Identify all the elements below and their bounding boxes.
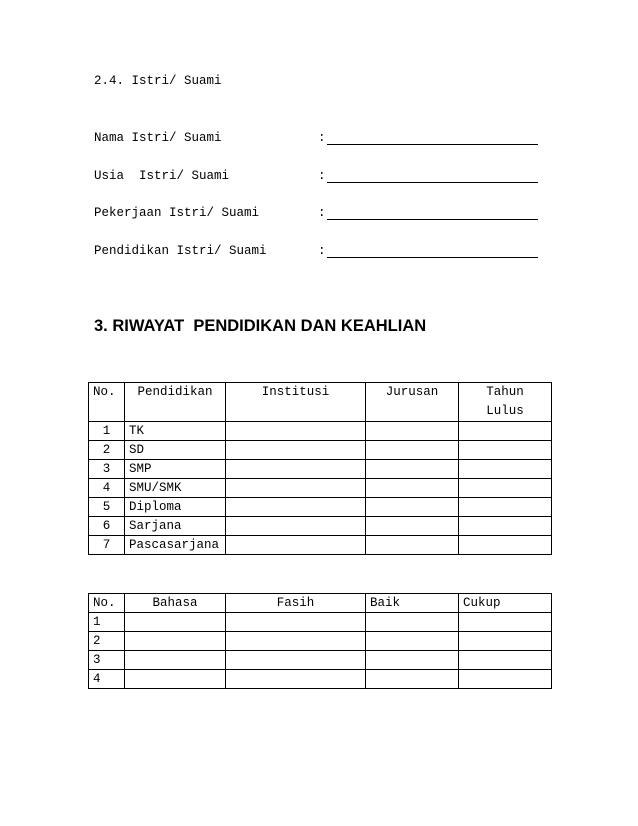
header-good: Baik [366,594,459,613]
institution-cell[interactable] [226,517,366,536]
language-cell[interactable] [125,632,226,651]
education-level: Pascasarjana [125,536,226,555]
spouse-occupation-input-line[interactable] [327,219,538,220]
major-cell[interactable] [366,422,459,441]
table-row [89,670,552,689]
header-major: Jurusan [366,383,459,422]
good-cell[interactable] [366,670,459,689]
education-level: TK [125,422,226,441]
major-cell[interactable] [366,517,459,536]
table-row [89,517,552,536]
institution-cell[interactable] [226,422,366,441]
language-cell[interactable] [125,613,226,632]
header-language: Bahasa [125,594,226,613]
row-number: 1 [89,613,125,632]
section-title-education: 3. RIWAYAT PENDIDIKAN DAN KEAHLIAN [94,317,427,335]
spouse-age-input-line[interactable] [327,182,538,183]
graduation-year-cell[interactable] [459,441,552,460]
table-row [89,536,552,555]
row-number: 5 [89,498,125,517]
table-row [89,441,552,460]
table-row [89,632,552,651]
education-level: Diploma [125,498,226,517]
field-label-spouse-occupation: Pekerjaan Istri/ Suami [94,206,260,220]
row-number: 3 [89,651,125,670]
language-table [88,593,552,689]
field-label-spouse-age: Usia Istri/ Suami [94,169,230,183]
header-no: No. [89,594,125,613]
table-row [89,498,552,517]
graduation-year-cell[interactable] [459,498,552,517]
education-level: SMU/SMK [125,479,226,498]
field-label-spouse-education: Pendidikan Istri/ Suami [94,244,267,258]
spouse-name-input-line[interactable] [327,144,538,145]
header-sufficient: Cukup [459,594,552,613]
row-number: 4 [89,479,125,498]
good-cell[interactable] [366,613,459,632]
institution-cell[interactable] [226,460,366,479]
row-number: 1 [89,422,125,441]
row-number: 2 [89,441,125,460]
header-no: No. [89,383,125,422]
row-number: 4 [89,670,125,689]
major-cell[interactable] [366,498,459,517]
fluent-cell[interactable] [226,651,366,670]
major-cell[interactable] [366,441,459,460]
field-colon: : [318,206,326,220]
row-number: 7 [89,536,125,555]
education-level: Sarjana [125,517,226,536]
graduation-year-cell[interactable] [459,460,552,479]
fluent-cell[interactable] [226,613,366,632]
table-header-row [89,594,552,613]
spouse-education-input-line[interactable] [327,257,538,258]
header-education: Pendidikan [125,383,226,422]
row-number: 6 [89,517,125,536]
sufficient-cell[interactable] [459,651,552,670]
header-graduation-year: Tahun Lulus [459,383,552,422]
institution-cell[interactable] [226,479,366,498]
major-cell[interactable] [366,460,459,479]
table-row [89,651,552,670]
field-colon: : [318,244,326,258]
table-row [89,422,552,441]
major-cell[interactable] [366,536,459,555]
graduation-year-cell[interactable] [459,517,552,536]
major-cell[interactable] [366,479,459,498]
table-row [89,613,552,632]
table-row [89,479,552,498]
fluent-cell[interactable] [226,670,366,689]
sufficient-cell[interactable] [459,632,552,651]
good-cell[interactable] [366,651,459,670]
education-table [88,382,552,555]
institution-cell[interactable] [226,498,366,517]
graduation-year-cell[interactable] [459,536,552,555]
institution-cell[interactable] [226,536,366,555]
section-heading-spouse: 2.4. Istri/ Suami [94,74,222,88]
institution-cell[interactable] [226,441,366,460]
good-cell[interactable] [366,632,459,651]
education-level: SMP [125,460,226,479]
row-number: 3 [89,460,125,479]
table-header-row [89,383,552,422]
header-institution: Institusi [226,383,366,422]
row-number: 2 [89,632,125,651]
graduation-year-cell[interactable] [459,422,552,441]
field-colon: : [318,131,326,145]
field-label-spouse-name: Nama Istri/ Suami [94,131,222,145]
table-row [89,460,552,479]
header-fluent: Fasih [226,594,366,613]
sufficient-cell[interactable] [459,670,552,689]
language-cell[interactable] [125,651,226,670]
graduation-year-cell[interactable] [459,479,552,498]
sufficient-cell[interactable] [459,613,552,632]
education-level: SD [125,441,226,460]
fluent-cell[interactable] [226,632,366,651]
field-colon: : [318,169,326,183]
language-cell[interactable] [125,670,226,689]
